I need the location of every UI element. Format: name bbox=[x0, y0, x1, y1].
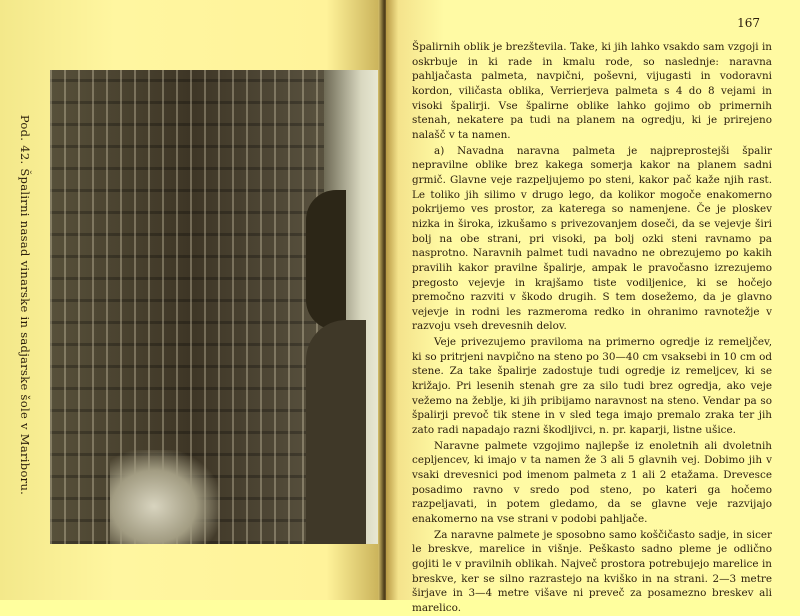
page-number: 167 bbox=[737, 16, 760, 30]
figure-caption-text: Pod. 42. Špalirni nasad vinarske in sadjarske šole v Mariboru. bbox=[18, 114, 32, 496]
paragraph: Za naravne palmete je sposobno samo koščičasto sadje, in sicer le breskve, marelice in višnje. Peškasto sadno pleme je odlično gojiti le v pravilnih oblikah. Največ prostora potrebujejo marelice in breskve, ker se silno razrastejo na kviško in na strani. 2—3 metre širjave in 3—4 metre višave ni preveč za posamezno breskev ali marelico. bbox=[412, 528, 772, 614]
paragraph: Naravne palmete vzgojimo najlepše iz enoletnih ali dvoletnih cepljencev, ki imajo v ta namen že 3 ali 5 glavnih vej. Dobimo jih v vsaki drevesnici pod imenom palmeta z 1 ali 2 etažama. Drevesce posadimo ravno v sredo pod steno, po kateri ga hočemo razpeljavati, in potem gledamo, da se glavne veje razvijajo enakomerno na vse strani v podobi pahljače. bbox=[412, 439, 772, 525]
paragraph: Špalirnih oblik je brezštevila. Take, ki jih lahko vsakdo sam vzgoji in oskrbuje in ki rade in kmalu rode, so naslednje: naravna pahljačasta palmeta, navpični, poševni, vijugasti in vodoravni kordon, viličasta oblika, Verrierjeva palmeta s 4 do 8 vejami in visoki špalirji. Vse špalirne oblike lahko gojimo ob primernih stenah, nekatere pa tudi na planem na ogredju, ki je prirejeno nalašč v ta namen. bbox=[412, 41, 772, 141]
vineyard-espalier-photo bbox=[50, 70, 386, 544]
body-text bbox=[412, 40, 772, 616]
hill bbox=[306, 320, 366, 544]
figure-caption bbox=[12, 70, 38, 540]
tree-line bbox=[306, 190, 346, 330]
garden-path bbox=[110, 450, 220, 544]
paragraph: a) Navadna naravna palmeta je najpreprostejši špalir nepravilne oblike brez kakega somerja kakor na planem sadni grmič. Glavne veje razpeljujemo po steni, kakor pač kaže njih rast. Le toliko jih silimo v drugo lego, da kolikor mogoče enakomerno pokrijemo ves prostor, za katerega so namenjene. Če je ploskev nizka in široka, izkušamo s privezovanjem doseči, da se vejevje širi bolj na obe strani, pri visoki, pa bolj ozki steni ravnamo pa nasprotno. Naravnih palmet tudi navadno ne obrezujemo po kakih pravilih kakor pravilne špalirje, ampak le pravočasno izrezujemo pregosto vejevje in krajšamo tiste vodiljenice, ki se hočejo premočno razviti v škodo drugih. S tem dosežemo, da je glavno vejevje in rodni les razmeroma redko in ohranimo ravnotežje v razvoju vseh drevesnih delov. bbox=[412, 144, 772, 333]
left-page bbox=[0, 0, 384, 600]
paragraph: Veje privezujemo praviloma na primerno ogredje iz remeljčev, ki so pritrjeni navpično na steno po 30—40 cm vsaksebi in 10 cm od stene. Za take špalirje zadostuje tudi ogredje iz remeljcev, ki se križajo. Pri lesenih stenah gre za silo tudi brez ogredja, ako veje vežemo na žeblje, ki jih pribijamo naravnost na steno. Vendar pa so špalirji prevoč tik stene in v sled tega imajo premalo zraka ter jih zato radi napadajo razni škodljivci, n. pr. kaparji, listne ušice. bbox=[412, 336, 772, 437]
